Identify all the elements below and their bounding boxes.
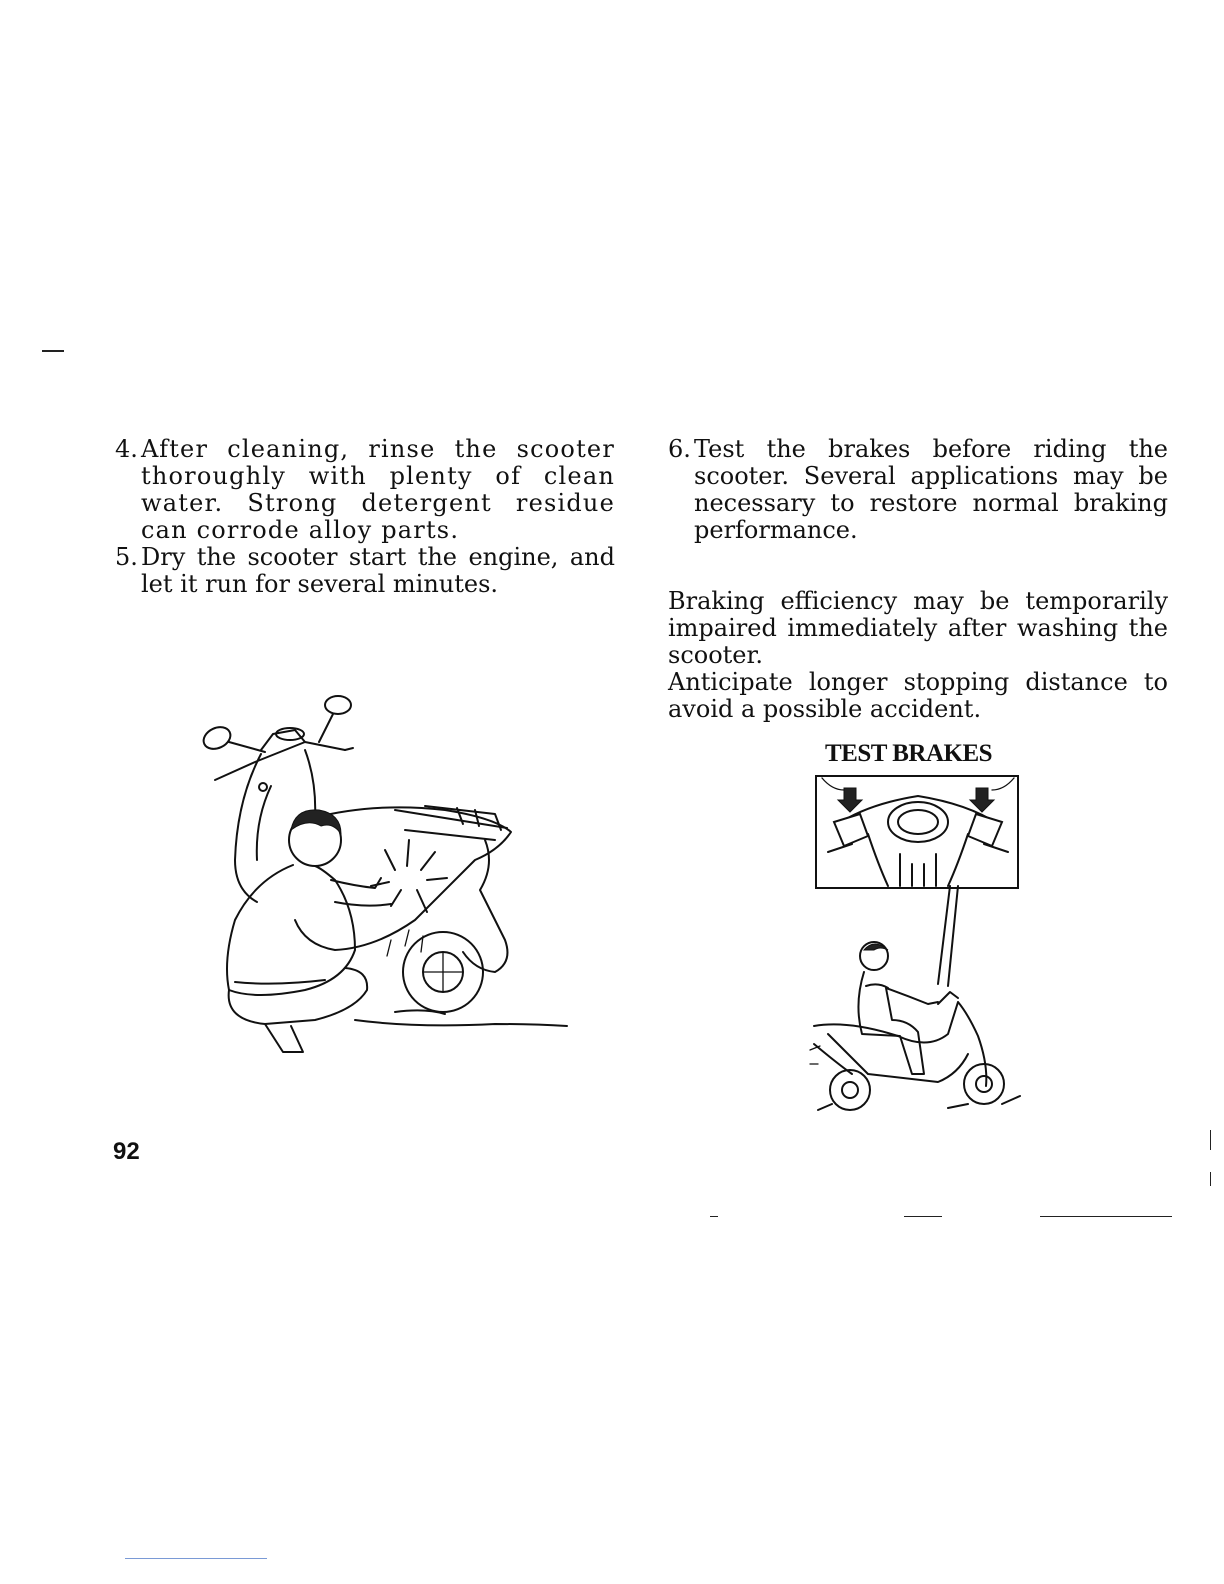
left-column — [115, 436, 615, 598]
page-number: 92 — [113, 1138, 140, 1165]
scan-mark — [42, 350, 64, 352]
warning-text-continued: Anticipate longer stopping distance to avoid a possible accident. — [668, 668, 1168, 723]
step-text: Test the brakes before riding the scooter. Several applications may be necessary to restore normal braking performance. — [694, 435, 1168, 544]
step-number: 6. — [668, 435, 691, 463]
step-4 — [115, 436, 615, 544]
person-washing-scooter-illustration — [195, 690, 575, 1060]
scan-mark — [1040, 1216, 1172, 1217]
scan-mark — [904, 1216, 942, 1217]
rider-testing-brakes-illustration — [808, 774, 1028, 1124]
figure-caption: TEST BRAKES — [825, 740, 993, 767]
step-number: 4. — [115, 435, 138, 463]
bottom-rule — [125, 1558, 267, 1559]
step-text: After cleaning, rinse the scooter thoroughly with plenty of clean water. Strong detergent residue can corrode alloy parts. — [141, 435, 615, 544]
step-number: 5. — [115, 543, 138, 571]
right-column — [668, 436, 1168, 723]
step-text: Dry the scooter start the engine, and let it run for several minutes. — [141, 543, 615, 598]
warning-text: Braking efficiency may be temporarily impaired immediately after washing the scooter. — [668, 587, 1168, 669]
step-6 — [668, 436, 1168, 544]
scan-mark — [710, 1216, 718, 1217]
scan-mark — [1210, 1172, 1211, 1186]
scan-mark — [1210, 1130, 1211, 1150]
step-5 — [115, 544, 615, 598]
